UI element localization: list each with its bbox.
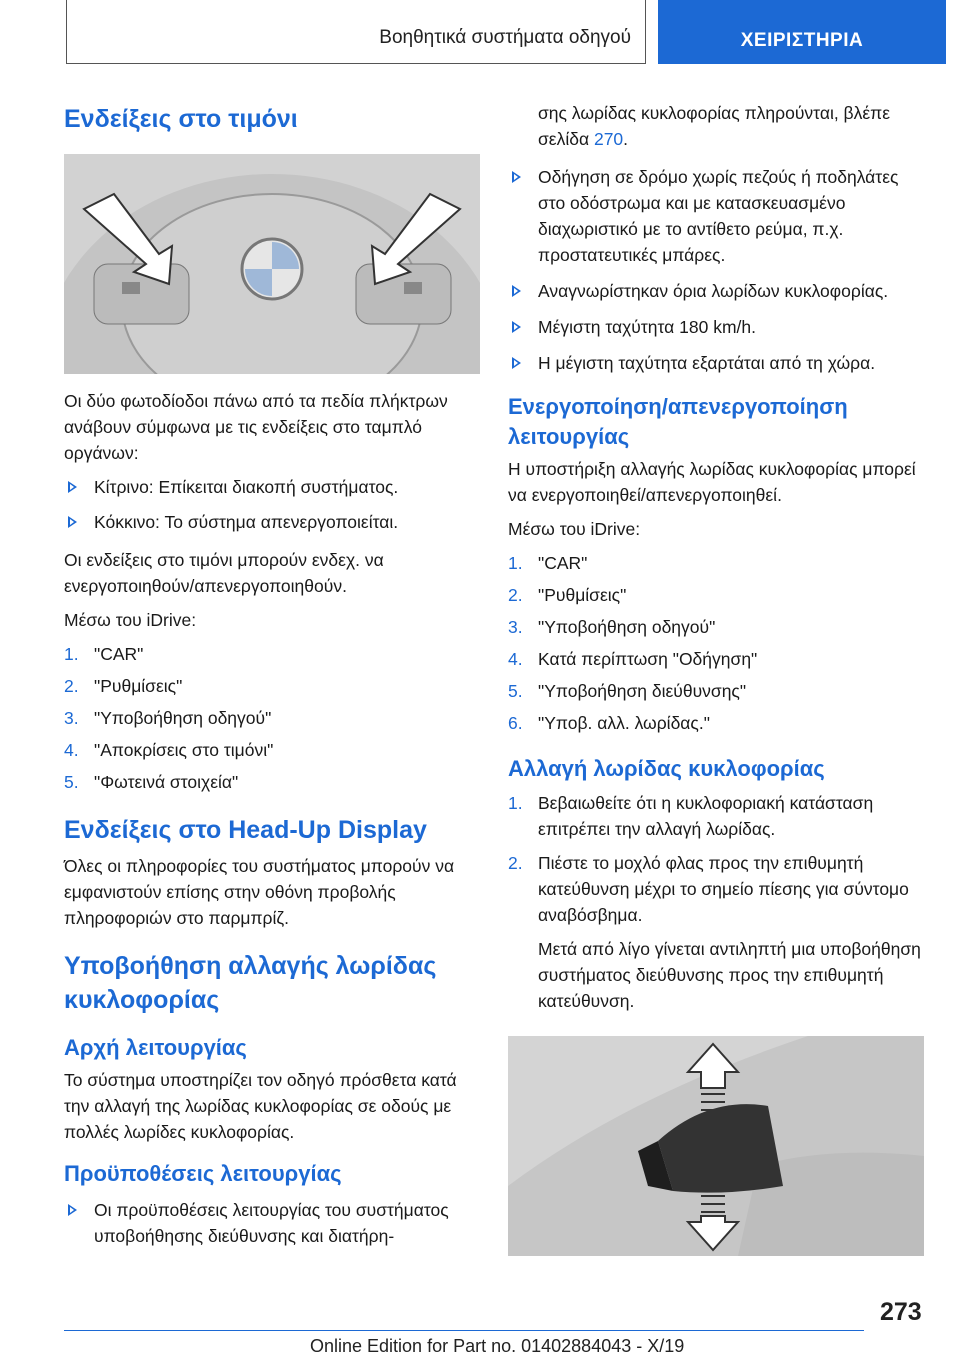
list-item: 6. "Υποβ. αλλ. λωρίδας." — [508, 713, 710, 733]
bullet-triangle-icon — [512, 321, 521, 333]
lane-change-steps — [508, 790, 928, 928]
heading-lane-change-assist: Υποβοήθηση αλλαγής λωρίδας κυκλοφορίας — [64, 952, 437, 1014]
paragraph-after: Μετά από λίγο γίνεται αντιληπτή μια υποβοήθηση συστήματος διεύθυνσης προς την επιθυμητή κατεύθυνση. — [538, 939, 921, 1011]
bullet-max-speed: Μέγιστη ταχύτητα 180 km/h. — [508, 314, 928, 340]
page-number: 273 — [880, 1298, 922, 1326]
paragraph-enable: Οι ενδείξεις στο τιμόνι μπορούν ενδεχ. να ενεργοποιηθούν/απενεργοποιηθούν. — [64, 550, 384, 596]
heading-lane-change: Αλλαγή λωρίδας κυκλοφορίας — [508, 756, 825, 781]
list-item: 3. "Υποβοήθηση οδηγού" — [508, 617, 716, 637]
bullet-country: Η μέγιστη ταχύτητα εξαρτάται από τη χώρα. — [508, 350, 928, 376]
paragraph-via-idrive-right: Μέσω του iDrive: — [508, 519, 641, 539]
list-item: 1. Βεβαιωθείτε ότι η κυκλοφοριακή κατάσταση επιτρέπει την αλλαγή λωρίδας. — [508, 793, 874, 839]
bullet-triangle-icon — [512, 357, 521, 369]
idrive-steps-list — [64, 641, 484, 795]
list-item: 3. "Υποβοήθηση οδηγού" — [64, 708, 272, 728]
heading-prerequisites: Προϋποθέσεις λειτουργίας — [64, 1161, 342, 1186]
continued-text: σης λωρίδας κυκλοφορίας πληρούνται, βλέπε σελίδα 270. — [538, 103, 891, 149]
list-item: 4. Κατά περίπτωση "Οδήγηση" — [508, 649, 758, 669]
edition-text: Online Edition for Part no. 01402884043 - X/19 — [310, 1336, 685, 1356]
bullet-triangle-icon — [512, 285, 521, 297]
list-item: 2. "Ρυθμίσεις" — [508, 585, 627, 605]
heading-principle: Αρχή λειτουργίας — [64, 1035, 247, 1060]
bullet-triangle-icon — [68, 1204, 77, 1216]
steering-wheel-illustration — [64, 154, 480, 374]
page-reference-link[interactable]: 270 — [593, 129, 624, 149]
list-item: 5. "Φωτεινά στοιχεία" — [64, 772, 239, 792]
bullet-road: Οδήγηση σε δρόμο χωρίς πεζούς ή ποδηλάτες στο οδόστρωμα και με κατασκευασμένο διαχωριστικό με το αντίθετο ρεύμα, π.χ. προστατευτικές μπάρες. — [508, 164, 928, 268]
list-item: 4. "Αποκρίσεις στο τιμόνι" — [64, 740, 274, 760]
list-item: 2. Πιέστε το μοχλό φλας προς την επιθυμητή κατεύθυνση μέχρι το σημείο πίεσης για σύντομο αναβόσβημα. — [508, 853, 909, 925]
idrive-steps-list-right — [508, 550, 928, 736]
list-item: 5. "Υποβοήθηση διεύθυνσης" — [508, 681, 747, 701]
bullet-triangle-icon — [68, 516, 77, 528]
list-item: 1. "CAR" — [508, 553, 588, 573]
steering-wheel-figure — [64, 154, 480, 374]
paragraph-via-idrive: Μέσω του iDrive: — [64, 610, 197, 630]
header-chapter-tab: ΧΕΙΡΙΣΤΗΡΙΑ — [658, 0, 946, 64]
heading-activation: Ενεργοποίηση/απενεργοποίηση λειτουργίας — [508, 394, 848, 449]
bullet-triangle-icon — [68, 481, 77, 493]
paragraph-leds: Οι δύο φωτοδίοδοι πάνω από τα πεδία πλήκτρων ανάβουν σύμφωνα με τις ενδείξεις στο ταμπλό οργάνων: — [64, 391, 448, 463]
header-section-title: Βοηθητικά συστήματα οδηγού — [66, 0, 646, 64]
turn-signal-figure — [508, 1036, 924, 1256]
bullet-red: Κόκκινο: Το σύστημα απενεργοποιείται. — [64, 509, 484, 535]
paragraph-hud: Όλες οι πληροφορίες του συστήματος μπορούν να εμφανιστούν επίσης στην οθόνη προβολής πληροφοριών στο παρμπρίζ. — [64, 856, 455, 928]
list-item: 1. "CAR" — [64, 644, 144, 664]
paragraph-principle: Το σύστημα υποστηρίζει τον οδηγό πρόσθετα κατά την αλλαγή της λωρίδας κυκλοφορίας σε οδούς με πολλές λωρίδες κυκλοφορίας. — [64, 1070, 457, 1142]
right-column — [508, 100, 928, 1256]
bullet-lane-marks: Αναγνωρίστηκαν όρια λωρίδων κυκλοφορίας. — [508, 278, 928, 304]
paragraph-activation: Η υποστήριξη αλλαγής λωρίδας κυκλοφορίας μπορεί να ενεργοποιηθεί/απενεργοποιηθεί. — [508, 459, 916, 505]
turn-signal-lever-illustration — [508, 1036, 924, 1256]
left-column — [64, 92, 484, 1249]
list-item: 2. "Ρυθμίσεις" — [64, 676, 183, 696]
footer-divider — [64, 1330, 864, 1331]
heading-steering-indicators: Ενδείξεις στο τιμόνι — [64, 105, 298, 133]
heading-hud: Ενδείξεις στο Head-Up Display — [64, 816, 427, 844]
bullet-triangle-icon — [512, 171, 521, 183]
bullet-prerequisite: Οι προϋποθέσεις λειτουργίας του συστήματος υποβοήθησης διεύθυνσης και διατήρη- — [64, 1197, 484, 1249]
bullet-yellow: Κίτρινο: Επίκειται διακοπή συστήματος. — [64, 474, 484, 500]
